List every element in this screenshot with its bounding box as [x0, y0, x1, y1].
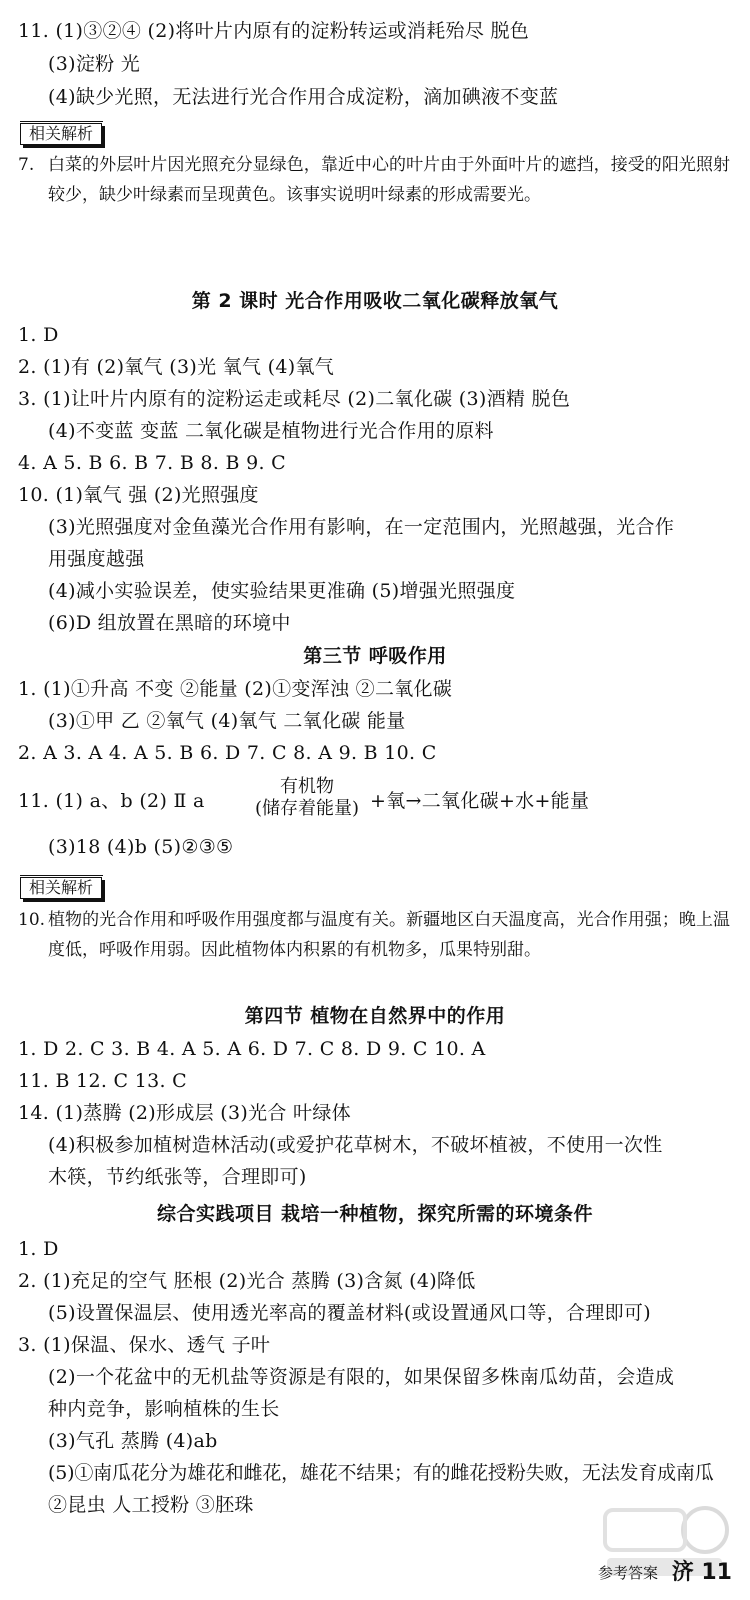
answer-line: (3)18 (4)b (5)②③⑤	[48, 836, 234, 858]
section-heading: 第 2 课时 光合作用吸收二氧化碳释放氧气	[191, 290, 559, 312]
note-text: 白菜的外层叶片因光照充分显绿色，靠近中心的叶片由于外面叶片的遮挡，接受的阳光照射较少，缺少叶绿素而呈现黄色。该事实说明叶绿素的形成需要光。	[48, 155, 730, 205]
equation-bottom: (储存着能量)	[254, 798, 360, 819]
answer-line: (4)减小实验误差，使实验结果更准确 (5)增强光照强度	[48, 580, 516, 602]
answer-line: (2)一个花盆中的无机盐等资源是有限的，如果保留多株南瓜幼苗，会造成	[48, 1366, 675, 1388]
analysis-tag: 相关解析	[20, 877, 102, 899]
answer-line: 1. (1)①升高 不变 ②能量 (2)①变浑浊 ②二氧化碳	[18, 678, 453, 700]
answer-line: (4)积极参加植树造林活动(或爱护花草树木，不破坏植被，不使用一次性	[48, 1134, 663, 1156]
answer-line: 4. A 5. B 6. B 7. B 8. B 9. C	[18, 452, 287, 474]
answer-line: (3)气孔 蒸腾 (4)ab	[48, 1430, 218, 1452]
note-text: 植物的光合作用和呼吸作用强度都与温度有关。新疆地区白天温度高，光合作用强；晚上温度低，呼吸作用弱。因此植物体内积累的有机物多，瓜果特别甜。	[48, 910, 730, 960]
answer-line: 3. (1)让叶片内原有的淀粉运走或耗尽 (2)二氧化碳 (3)酒精 脱色	[18, 388, 571, 410]
footer-label: 参考答案	[597, 1564, 658, 1582]
answer-line: 11. (1) a、b (2) Ⅱ a	[18, 790, 205, 812]
equation-stack	[252, 776, 362, 820]
analysis-note	[18, 150, 730, 210]
analysis-note	[18, 905, 730, 965]
answer-line: 3. (1)保温、保水、透气 子叶	[18, 1334, 271, 1356]
answer-line: 种内竞争，影响植株的生长	[48, 1398, 280, 1420]
answer-line: 2. (1)充足的空气 胚根 (2)光合 蒸腾 (3)含氮 (4)降低	[18, 1270, 476, 1292]
answer-line: 1. D	[18, 324, 59, 346]
note-number: 7.	[18, 155, 35, 175]
answer-line: 11. (1)③②④ (2)将叶片内原有的淀粉转运或消耗殆尽 脱色	[18, 20, 530, 42]
equation-top: 有机物	[280, 776, 334, 797]
answer-line: 2. (1)有 (2)氧气 (3)光 氧气 (4)氧气	[18, 356, 335, 378]
answer-line: ②昆虫 人工授粉 ③胚珠	[48, 1494, 254, 1516]
answer-line: 10. (1)氧气 强 (2)光照强度	[18, 484, 259, 506]
answer-line: (3)淀粉 光	[48, 53, 141, 75]
section-heading: 第三节 呼吸作用	[303, 645, 447, 667]
answer-line: (5)设置保温层、使用透光率高的覆盖材料(或设置通风口等，合理即可)	[48, 1302, 651, 1324]
page-number: 济 11	[671, 1560, 732, 1585]
analysis-tag: 相关解析	[20, 123, 102, 145]
section-heading: 综合实践项目 栽培一种植物，探究所需的环境条件	[156, 1203, 594, 1225]
answer-line: 木筷，节约纸张等，合理即可)	[48, 1166, 307, 1188]
answer-line: 1. D	[18, 1238, 59, 1260]
answer-line: 11. B 12. C 13. C	[18, 1070, 187, 1092]
answer-line: 1. D 2. C 3. B 4. A 5. A 6. D 7. C 8. D 9. C 10. A	[18, 1038, 486, 1060]
section-heading: 第四节 植物在自然界中的作用	[244, 1005, 506, 1027]
answer-line: 14. (1)蒸腾 (2)形成层 (3)光合 叶绿体	[18, 1102, 351, 1124]
answer-line: (6)D 组放置在黑暗的环境中	[48, 612, 291, 634]
answer-line: (3)光照强度对金鱼藻光合作用有影响，在一定范围内，光照越强，光合作	[48, 516, 675, 538]
answer-line: (4)不变蓝 变蓝 二氧化碳是植物进行光合作用的原料	[48, 420, 494, 442]
equation-rest: +氧→二氧化碳+水+能量	[370, 790, 590, 812]
answer-line: 用强度越强	[48, 548, 145, 570]
answer-line: (3)①甲 乙 ②氧气 (4)氧气 二氧化碳 能量	[48, 710, 406, 732]
answer-line: (4)缺少光照，无法进行光合作用合成淀粉，滴加碘液不变蓝	[48, 86, 559, 108]
answer-line: 2. A 3. A 4. A 5. B 6. D 7. C 8. A 9. B 10. C	[18, 742, 437, 764]
note-number: 10.	[18, 910, 46, 930]
answer-line: (5)①南瓜花分为雄花和雌花，雄花不结果；有的雌花授粉失败，无法发育成南瓜	[48, 1462, 714, 1484]
